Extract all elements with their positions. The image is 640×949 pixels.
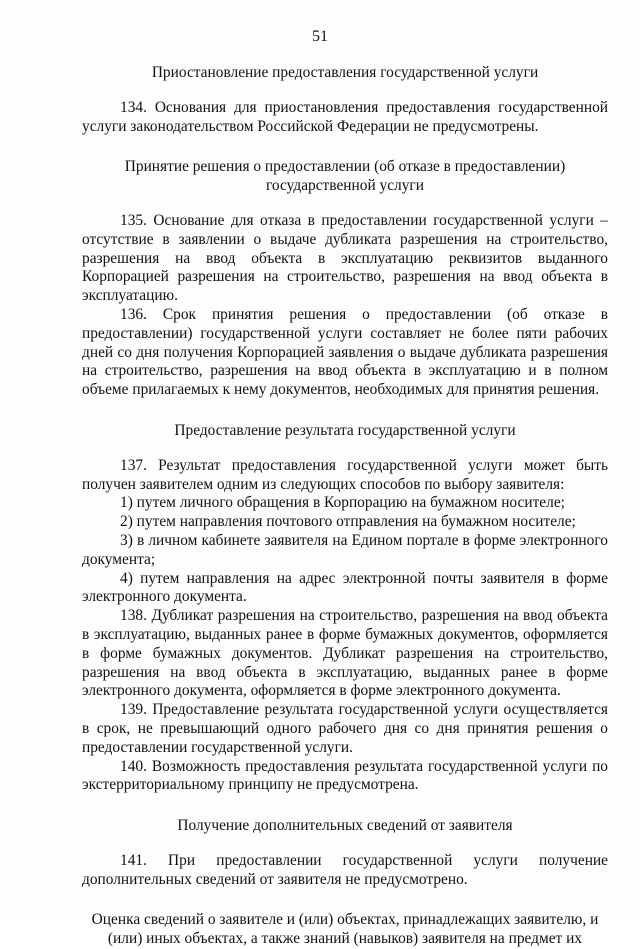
paragraph-140: 140. Возможность предоставления результата государственной услуги по экстерриториальному принципу не предусмотрена. bbox=[82, 757, 608, 794]
section-heading-assessment-line1: Оценка сведений о заявителе и (или) объектах, принадлежащих заявителю, и bbox=[91, 911, 599, 929]
paragraph-136: 136. Срок принятия решения о предоставлении (об отказе в предоставлении) государственной услуги составляет не более пяти рабочих дней со дня получения Корпорацией заявления о выдаче дубликата разрешения на строительство, разрешения на ввод объекта в эксплуатацию и в полном объеме прилагаемых к нему документов, необходимых для принятия решения. bbox=[82, 305, 608, 399]
list-item: 3) в личном кабинете заявителя на Едином портале в форме электронного документа; bbox=[82, 531, 608, 568]
section-heading-decision-line2: государственной услуги bbox=[266, 177, 424, 195]
paragraph-137: 137. Результат предоставления государственной услуги может быть получен заявителем одним из следующих способов по выбору заявителя: bbox=[82, 456, 608, 493]
page-content bbox=[82, 64, 608, 949]
section-heading-decision bbox=[82, 158, 608, 196]
list-item: 2) путем направления почтового отправления на бумажном носителе; bbox=[120, 513, 576, 531]
paragraph-138: 138. Дубликат разрешения на строительство, разрешения на ввод объекта в эксплуатацию, выданных ранее в форме бумажных документов, оформляется в форме бумажных документов. Дубликат разрешения на строительство, разрешения на ввод объекта в эксплуатацию, выданных ранее в форме электронного документа, оформляется в форме электронного документа. bbox=[82, 607, 608, 700]
paragraph-139: 139. Предоставление результата государственной услуги осуществляется в срок, не превышающий одного рабочего дня со дня принятия решения о предоставлении государственной услуги. bbox=[82, 701, 608, 756]
list-item: 1) путем личного обращения в Корпорацию на бумажном носителе; bbox=[120, 494, 565, 512]
paragraph-134: 134. Основания для приостановления предоставления государственной услуги законодательством Российской Федерации не предусмотрены. bbox=[82, 98, 608, 135]
paragraph-141: 141. При предоставлении государственной услуги получение дополнительных сведений от заявителя не предусмотрено. bbox=[82, 851, 608, 888]
section-heading-decision-line1: Принятие решения о предоставлении (об отказе в предоставлении) bbox=[124, 158, 566, 176]
section-heading-assessment bbox=[82, 911, 608, 949]
paragraph-135: 135. Основание для отказа в предоставлении государственной услуги – отсутствие в заявлении о выдаче дубликата разрешения на строительство, разрешения на ввод объекта в эксплуатацию реквизитов выданного Корпорацией разрешения на строительство, разрешения на ввод объекта в эксплуатацию. bbox=[82, 211, 608, 305]
section-heading-additional: Получение дополнительных сведений от заявителя bbox=[177, 817, 513, 835]
section-heading-result: Предоставление результата государственной услуги bbox=[174, 421, 516, 439]
list-item: 4) путем направления на адрес электронной почты заявителя в форме электронного документа. bbox=[82, 569, 608, 606]
section-heading-assessment-line2: (или) иных объектах, а также знаний (навыков) заявителя на предмет их bbox=[107, 930, 583, 948]
page-number: 51 bbox=[312, 28, 328, 45]
section-heading-suspension: Приостановление предоставления государственной услуги bbox=[151, 64, 539, 81]
